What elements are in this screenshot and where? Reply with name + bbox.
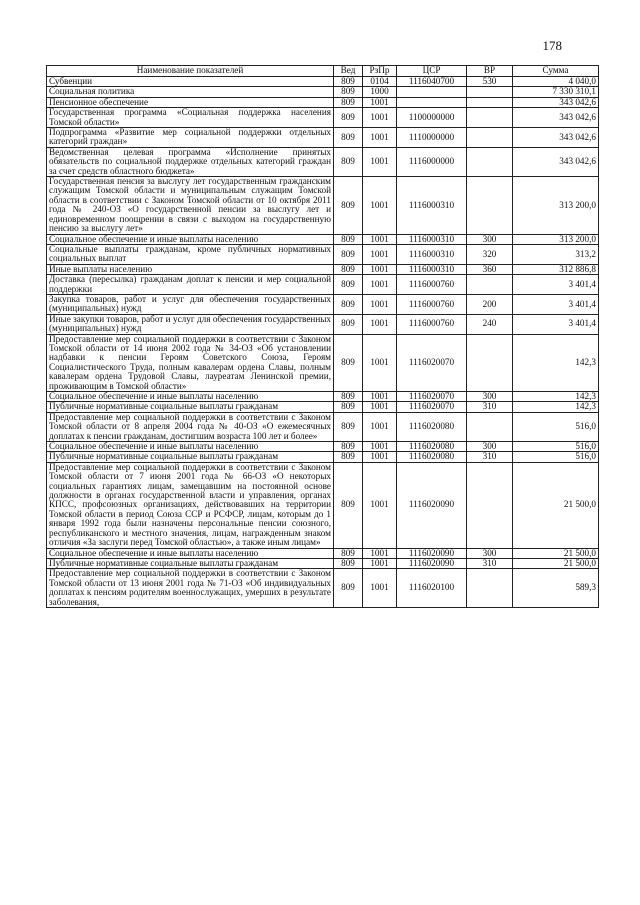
row-name: Предоставление мер социальной поддержки в соответствии с Законом Томской области от 13 июня 2001 года № 71-ОЗ «Об индивидуальных доплатах к пенсиям родителям военнослужащих, умерших в результате заболевания, xyxy=(47,569,334,608)
table-row xyxy=(47,548,599,558)
row-sum: 21 500,0 xyxy=(513,548,599,558)
page-number: 178 xyxy=(542,38,562,53)
row-vr xyxy=(467,177,513,234)
row-ved: 809 xyxy=(334,264,363,274)
table-row xyxy=(47,442,599,452)
table-row xyxy=(47,128,599,148)
row-ved: 809 xyxy=(334,392,363,402)
row-rzpr: 1001 xyxy=(363,97,397,107)
row-sum: 516,0 xyxy=(513,412,599,441)
row-sum: 4 040,0 xyxy=(513,77,599,87)
row-ved: 809 xyxy=(334,442,363,452)
row-vr: 530 xyxy=(467,77,513,87)
row-name: Предоставление мер социальной поддержки в соответствии с Законом Томской области от 14 июня 2002 года № 34-ОЗ «Об установлении надбавки к пенсии Героям Советского Союза, Героям Социалистического Труда, полным кавалерам ордена Славы, полным кавалерам ордена Трудовой Славы, лауреатам Ленинской премии, проживающим в Томской области» xyxy=(47,334,334,391)
row-ved: 809 xyxy=(334,128,363,148)
row-ved: 809 xyxy=(334,108,363,128)
row-sum: 7 330 310,1 xyxy=(513,87,599,97)
row-vr: 300 xyxy=(467,442,513,452)
row-rzpr: 1001 xyxy=(363,264,397,274)
row-ved: 809 xyxy=(334,548,363,558)
row-ved: 809 xyxy=(334,294,363,314)
row-name: Публичные нормативные социальные выплаты гражданам xyxy=(47,452,334,462)
row-ved: 809 xyxy=(334,402,363,412)
row-name: Подпрограмма «Развитие мер социальной поддержки отдельных категорий граждан» xyxy=(47,128,334,148)
row-name: Предоставление мер социальной поддержки в соответствии с Законом Томской области от 7 июня 2001 года № 66-ОЗ «О некоторых социальных гарантиях лицам, замещавшим на постоянной основе должности в органах государственной власти и управления, органах КПСС, профсоюзных организациях, действовавших на территории Томской области в период Союза ССР и РСФСР, лицам, которым до 1 января 1992 года были назначены персональные пенсии союзного, республиканского и местного значения, лицам, награжденным знаком отличия «За заслуги перед Томской областью», а также иным лицам» xyxy=(47,462,334,548)
table-row xyxy=(47,97,599,107)
table-row xyxy=(47,392,599,402)
row-sum: 516,0 xyxy=(513,452,599,462)
row-ved: 809 xyxy=(334,558,363,568)
row-name: Доставка (пересылка) гражданам доплат к пенсии и мер социальной поддержки xyxy=(47,275,334,295)
row-vr: 310 xyxy=(467,452,513,462)
table-row xyxy=(47,264,599,274)
header-rzpr: РзПр xyxy=(363,66,397,77)
row-sum: 21 500,0 xyxy=(513,462,599,548)
row-sum: 343 042,6 xyxy=(513,108,599,128)
row-ved: 809 xyxy=(334,177,363,234)
row-rzpr: 1001 xyxy=(363,548,397,558)
row-vr xyxy=(467,569,513,608)
table-row xyxy=(47,314,599,334)
table-row xyxy=(47,569,599,608)
header-csr: ЦСР xyxy=(397,66,467,77)
row-csr: 1116020070 xyxy=(397,392,467,402)
row-vr xyxy=(467,334,513,391)
row-sum: 21 500,0 xyxy=(513,558,599,568)
row-rzpr: 1001 xyxy=(363,314,397,334)
header-name: Наименование показателей xyxy=(47,66,334,77)
row-name: Социальное обеспечение и иные выплаты населению xyxy=(47,442,334,452)
row-name: Иные выплаты населению xyxy=(47,264,334,274)
row-rzpr: 1001 xyxy=(363,108,397,128)
row-csr: 1110000000 xyxy=(397,128,467,148)
row-rzpr: 1001 xyxy=(363,294,397,314)
row-vr xyxy=(467,147,513,176)
row-sum: 313,2 xyxy=(513,244,599,264)
row-csr: 1116020070 xyxy=(397,334,467,391)
table-row xyxy=(47,462,599,548)
row-rzpr: 1001 xyxy=(363,392,397,402)
row-vr xyxy=(467,108,513,128)
row-vr xyxy=(467,275,513,295)
budget-table xyxy=(46,65,599,608)
row-sum: 3 401,4 xyxy=(513,314,599,334)
row-csr: 1116000310 xyxy=(397,264,467,274)
row-rzpr: 1001 xyxy=(363,442,397,452)
row-name: Пенсионное обеспечение xyxy=(47,97,334,107)
row-csr: 1116020090 xyxy=(397,558,467,568)
row-rzpr: 1001 xyxy=(363,234,397,244)
row-rzpr: 1001 xyxy=(363,402,397,412)
row-csr: 1116000310 xyxy=(397,177,467,234)
row-name: Социальное обеспечение и иные выплаты населению xyxy=(47,234,334,244)
table-row xyxy=(47,87,599,97)
row-rzpr: 1001 xyxy=(363,334,397,391)
row-name: Закупка товаров, работ и услуг для обеспечения государственных (муниципальных) нужд xyxy=(47,294,334,314)
row-csr: 1116020080 xyxy=(397,442,467,452)
table-row xyxy=(47,402,599,412)
row-rzpr: 1001 xyxy=(363,244,397,264)
row-csr: 1116000310 xyxy=(397,244,467,264)
row-rzpr: 1001 xyxy=(363,452,397,462)
row-vr: 300 xyxy=(467,548,513,558)
row-vr xyxy=(467,412,513,441)
row-name: Субвенции xyxy=(47,77,334,87)
row-ved: 809 xyxy=(334,314,363,334)
row-name: Государственная пенсия за выслугу лет государственным гражданским служащим Томской области и муниципальным служащим Томской области в соответствии с Законом Томской области от 10 октября 2011 года № 240-ОЗ «О государственной пенсии за выслугу лет и единовременном поощрении в связи с выходом на государственную пенсию за выслугу лет» xyxy=(47,177,334,234)
row-sum: 3 401,4 xyxy=(513,275,599,295)
row-rzpr: 1001 xyxy=(363,558,397,568)
row-ved: 809 xyxy=(334,97,363,107)
row-vr: 310 xyxy=(467,558,513,568)
row-vr xyxy=(467,97,513,107)
row-ved: 809 xyxy=(334,452,363,462)
row-csr xyxy=(397,87,467,97)
row-rzpr: 1001 xyxy=(363,128,397,148)
table-row xyxy=(47,234,599,244)
row-rzpr: 1001 xyxy=(363,147,397,176)
row-name: Публичные нормативные социальные выплаты гражданам xyxy=(47,402,334,412)
row-rzpr: 0104 xyxy=(363,77,397,87)
row-vr: 300 xyxy=(467,234,513,244)
row-csr: 1116020100 xyxy=(397,569,467,608)
row-rzpr: 1001 xyxy=(363,275,397,295)
row-vr: 320 xyxy=(467,244,513,264)
row-name: Ведомственная целевая программа «Исполнение принятых обязательств по социальной поддержке отдельных категорий граждан за счет средств областного бюджета» xyxy=(47,147,334,176)
row-ved: 809 xyxy=(334,244,363,264)
row-csr: 1116000760 xyxy=(397,314,467,334)
row-csr: 1116000310 xyxy=(397,234,467,244)
row-csr: 1116020090 xyxy=(397,462,467,548)
row-vr xyxy=(467,462,513,548)
row-sum: 343 042,6 xyxy=(513,128,599,148)
table-row xyxy=(47,558,599,568)
row-name: Социальное обеспечение и иные выплаты населению xyxy=(47,392,334,402)
table-row xyxy=(47,412,599,441)
row-csr: 1100000000 xyxy=(397,108,467,128)
table-row xyxy=(47,275,599,295)
table-row xyxy=(47,452,599,462)
row-rzpr: 1001 xyxy=(363,569,397,608)
row-name: Государственная программа «Социальная поддержка населения Томской области» xyxy=(47,108,334,128)
table-row xyxy=(47,294,599,314)
row-vr xyxy=(467,128,513,148)
row-sum: 313 200,0 xyxy=(513,234,599,244)
table-row xyxy=(47,177,599,234)
row-name: Публичные нормативные социальные выплаты гражданам xyxy=(47,558,334,568)
table-row xyxy=(47,108,599,128)
row-ved: 809 xyxy=(334,77,363,87)
row-sum: 312 886,8 xyxy=(513,264,599,274)
row-name: Социальная политика xyxy=(47,87,334,97)
row-name: Социальные выплаты гражданам, кроме публичных нормативных социальных выплат xyxy=(47,244,334,264)
row-vr xyxy=(467,87,513,97)
row-name: Предоставление мер социальной поддержки в соответствии с Законом Томской области от 8 апреля 2004 года № 40-ОЗ «О ежемесячных доплатах к пенсии гражданам, достигшим возраста 100 лет и более» xyxy=(47,412,334,441)
row-rzpr: 1001 xyxy=(363,177,397,234)
header-ved: Вед xyxy=(334,66,363,77)
row-csr: 1116020090 xyxy=(397,548,467,558)
row-csr: 1116000000 xyxy=(397,147,467,176)
row-name: Социальное обеспечение и иные выплаты населению xyxy=(47,548,334,558)
header-vr: ВР xyxy=(467,66,513,77)
row-sum: 142,3 xyxy=(513,402,599,412)
row-sum: 516,0 xyxy=(513,442,599,452)
row-csr: 1116020080 xyxy=(397,412,467,441)
row-csr xyxy=(397,97,467,107)
row-ved: 809 xyxy=(334,234,363,244)
row-vr: 240 xyxy=(467,314,513,334)
row-vr: 200 xyxy=(467,294,513,314)
row-rzpr: 1001 xyxy=(363,412,397,441)
table-row xyxy=(47,244,599,264)
row-rzpr: 1001 xyxy=(363,462,397,548)
row-ved: 809 xyxy=(334,275,363,295)
row-ved: 809 xyxy=(334,147,363,176)
row-name: Иные закупки товаров, работ и услуг для обеспечения государственных (муниципальных) нужд xyxy=(47,314,334,334)
row-csr: 1116000760 xyxy=(397,294,467,314)
row-rzpr: 1000 xyxy=(363,87,397,97)
row-vr: 300 xyxy=(467,392,513,402)
row-csr: 1116020080 xyxy=(397,452,467,462)
row-sum: 3 401,4 xyxy=(513,294,599,314)
row-ved: 809 xyxy=(334,569,363,608)
row-sum: 589,3 xyxy=(513,569,599,608)
row-sum: 343 042,6 xyxy=(513,147,599,176)
row-csr: 1116000760 xyxy=(397,275,467,295)
table-row xyxy=(47,147,599,176)
row-ved: 809 xyxy=(334,87,363,97)
table-row xyxy=(47,334,599,391)
table-header-row xyxy=(47,66,599,77)
row-vr: 310 xyxy=(467,402,513,412)
row-sum: 313 200,0 xyxy=(513,177,599,234)
table-body xyxy=(47,77,599,608)
row-sum: 343 042,6 xyxy=(513,97,599,107)
row-sum: 142,3 xyxy=(513,334,599,391)
row-ved: 809 xyxy=(334,334,363,391)
row-csr: 1116020070 xyxy=(397,402,467,412)
row-vr: 360 xyxy=(467,264,513,274)
row-csr: 1116040700 xyxy=(397,77,467,87)
row-sum: 142,3 xyxy=(513,392,599,402)
header-sum: Сумма xyxy=(513,66,599,77)
table-row xyxy=(47,77,599,87)
row-ved: 809 xyxy=(334,412,363,441)
row-ved: 809 xyxy=(334,462,363,548)
